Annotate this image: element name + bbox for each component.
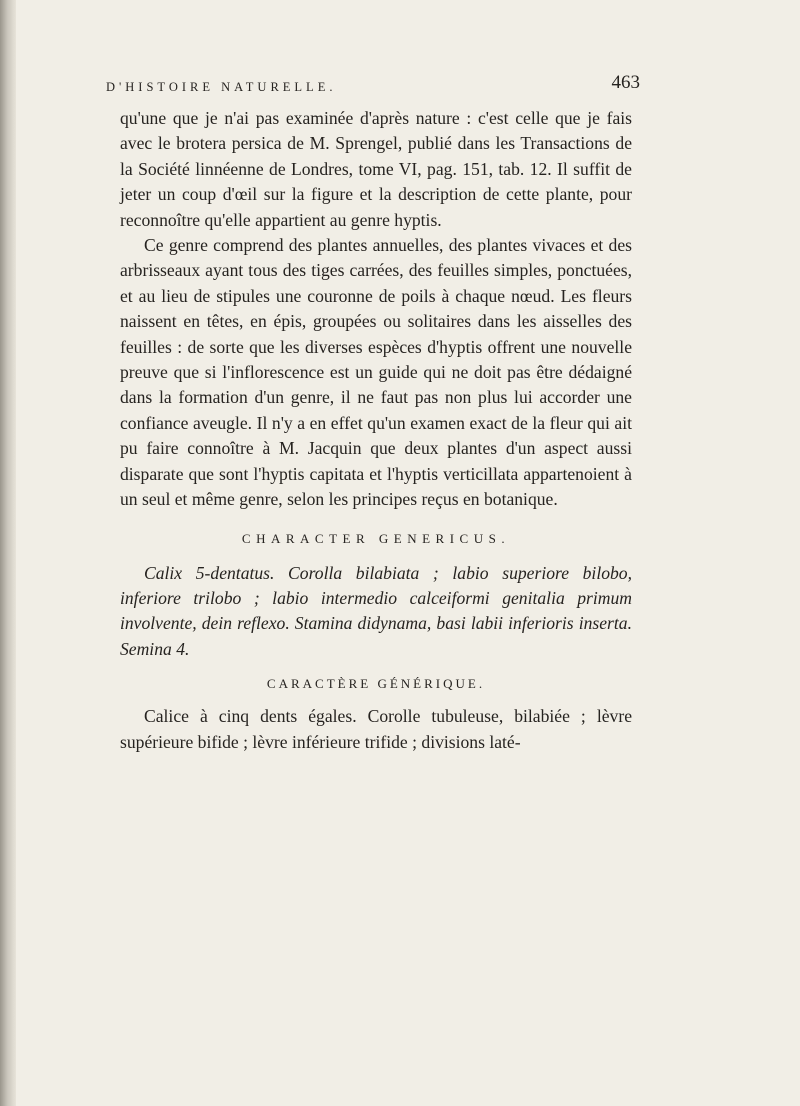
running-head — [106, 72, 640, 106]
running-head-title: D'HISTOIRE NATURELLE. — [106, 80, 337, 94]
book-page — [106, 72, 640, 755]
page-number: 463 — [611, 72, 640, 93]
paragraph-continued: qu'une que je n'ai pas examinée d'après nature : c'est celle que je fais avec le brotera persica de M. Sprengel, publié dans les Transactions de la Société linnéenne de Londres, tome VI, pag. 151, tab. 12. Il suffit de jeter un coup d'œil sur la figure et la description de cette plante, pour reconnoître qu'elle appartient au genre hyptis. — [120, 108, 632, 230]
french-description: Calice à cinq dents égales. Corolle tubuleuse, bilabiée ; lèvre supérieure bifide ; lèvre inférieure trifide ; divisions laté- — [120, 706, 632, 752]
paragraph-genus-description: Ce genre comprend des plantes annuelles, des plantes vivaces et des arbrisseaux ayant tous des tiges carrées, des feuilles simples, ponctuées, et au lieu de stipules une couronne de poils à chaque nœud. Les fleurs naissent en têtes, en épis, groupées ou solitaires dans les aisselles des feuilles : de sorte que les diverses espèces d'hyptis offrent une nouvelle preuve que si l'inflorescence est un guide qui ne doit pas être dédaigné dans la formation d'un genre, il ne faut pas non plus lui accorder une confiance aveugle. Il n'y a en effet qu'un examen exact de la fleur qui ait pu faire connoître à M. Jacquin que deux plantes d'un aspect aussi disparate que sont l'hyptis capitata et l'hyptis verticillata appartenoient à un seul et même genre, selon les principes reçus en botanique. — [120, 235, 632, 510]
french-section-heading: CARACTÈRE GÉNÉRIQUE. — [266, 676, 486, 692]
page-binding-edge — [0, 0, 16, 1106]
latin-section-heading: CHARACTER GENERICUS. — [241, 530, 511, 546]
latin-description: Calix 5-dentatus. Corolla bilabiata ; labio superiore bilobo, inferiore trilobo ; labio intermedio calceiformi genitalia primum involvente, dein reflexo. Stamina didynama, basi labii inferioris inserta. Semina 4. — [120, 562, 632, 659]
